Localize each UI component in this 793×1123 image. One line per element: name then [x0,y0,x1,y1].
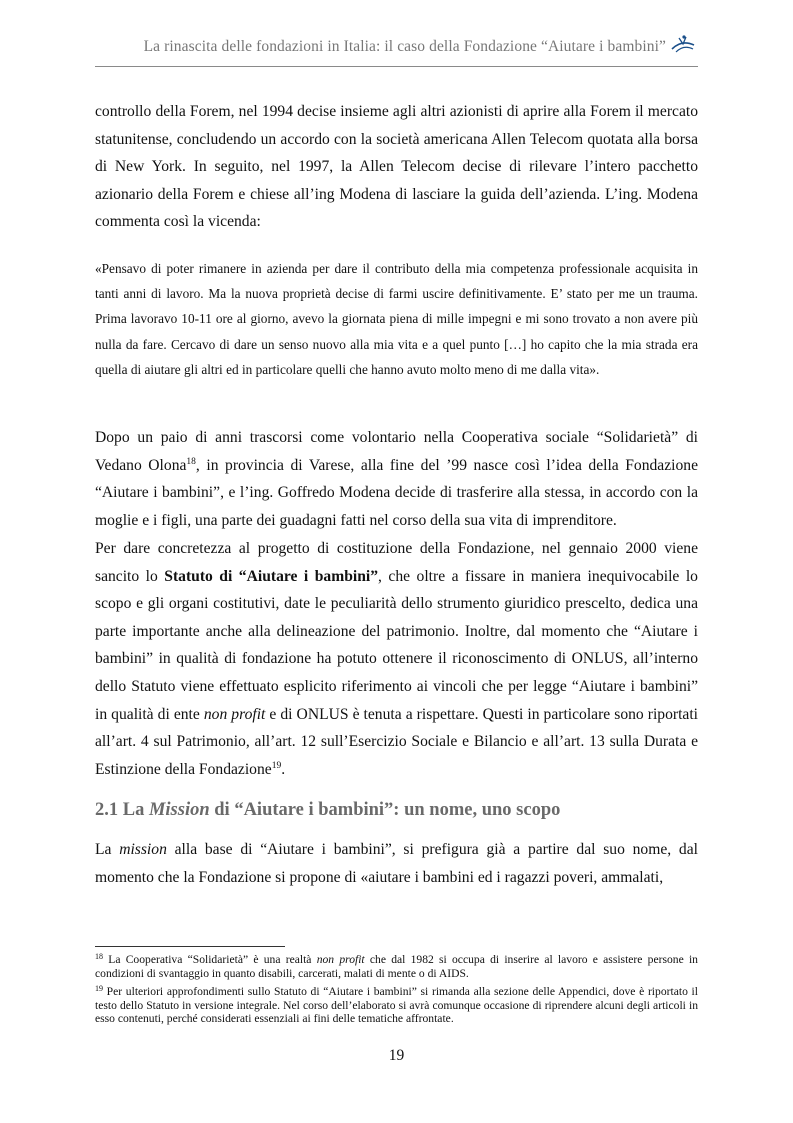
footnote-18 [95,953,698,980]
body-paragraph [95,424,698,534]
italic-text: non profit [203,705,266,723]
text-run: , in provincia di Varese, alla fine del ’99 nasce così l’idea della Fondazione “Aiutare i bambini”, e l’ing. Goffredo Modena decide di trasferire alla stessa, in accordo con la moglie e i figli, una parte dei guadagni fatti nel corso della sua vita di imprenditore. [95,456,698,529]
text-run: che dal 1982 si occupa di inserire al lavoro e assistere persone in condizioni di svantaggio in quanto disabili, carcerati, malati di mente o di AIDS. [95,953,698,980]
text-run: . [281,760,286,778]
footnote-ref[interactable]: 18 [186,456,196,467]
text-run: alla base di “Aiutare i bambini”, si prefigura già a partire dal suo nome, dal momento che la Fondazione si propone di «aiutare i bambini ed i ragazzi poveri, ammalati, [95,841,698,886]
italic-text: mission [119,841,167,858]
page-header [95,30,698,67]
body-paragraph [95,535,698,783]
footnote-number: 19 [95,984,103,993]
heading-italic: Mission [148,800,210,820]
swoosh-logo-icon [670,34,696,56]
heading-number: 2.1 La [95,800,149,820]
block-quote: «Pensavo di poter rimanere in azienda per dare il contributo della mia competenza professionale acquisita in tanti anni di lavoro. Ma la nuova proprietà decise di farmi uscire definitivamente. E’ stato per me un trauma. Prima lavoravo 10-11 ore al giorno, avevo la giornata piena di mille impegni e mi sono trovato a non avere più nulla da fare. Cercavo di dare un senso nuovo alla mia vita e a quel punto […] ho capito che la mia strada era quella di aiutare gli altri ed in particolare quelli che hanno avuto molto meno di me dalla vita». [95,261,698,377]
text-run: , che oltre a fissare in maniera inequivocabile lo scopo e gli organi costitutivi, date le peculiarità dello strumento giuridico prescelto, dedica una parte importante anche alla delineazione del patrimonio. Inoltre, dal momento che “Aiutare i bambini” in qualità di fondazione ha potuto ottenere il riconoscimento di ONLUS, all’interno dello Statuto viene effettuato esplicito riferimento ai vincoli che per legge “Aiutare i bambini” in qualità di ente [95,567,698,723]
page-number: 19 [388,1047,405,1064]
footnote-number: 18 [95,952,103,961]
footnote-ref[interactable]: 19 [271,760,282,771]
body-paragraph: controllo della Forem, nel 1994 decise insieme agli altri azionisti di aprire alla Forem il mercato statunitense, concludendo un accordo con la società americana Allen Telecom quotata alla borsa di New York. In seguito, nel 1997, la Allen Telecom decise di rilevare l’intero pacchetto azionario della Forem e chiese all’ing Modena di lasciare la guida dell’azienda. L’ing. Modena commenta così la vicenda: [95,103,698,231]
text-run: e di ONLUS è tenuta a rispettare. Questi in particolare sono riportati all’art. 4 sul Patrimonio, all’art. 12 sull’Esercizio Sociale e Bilancio e all’art. 13 sulla Durata e Estinzione della Fondazione [95,705,698,778]
text-run: La [95,841,120,858]
section-heading [95,800,560,821]
text-run: Per ulteriori approfondimenti sullo Statuto di “Aiutare i bambini” si rimanda alla sezione delle Appendici, dove è riportato il testo dello Statuto in versione integrale. Nel corso dell’elaborato si avrà comunque occasione di riprendere alcuni degli articoli in esso contenuti, perché considerati essenziali ai fini delle tematiche affrontate. [95,985,698,1026]
bold-text: Statuto di “Aiutare i bambini” [164,567,379,585]
footnote-divider [95,946,285,947]
italic-text: non profit [316,953,365,966]
body-paragraph [95,836,698,891]
text-run: Per dare concretezza al progetto di costituzione della Fondazione, nel gennaio 2000 viene sancito lo [95,540,698,585]
header-title: La rinascita delle fondazioni in Italia: il caso della Fondazione “Aiutare i bambini” [143,38,666,55]
heading-rest: di “Aiutare i bambini”: un nome, uno scopo [209,800,561,820]
text-run: Dopo un paio di anni trascorsi come volontario nella Cooperativa sociale “Solidarietà” di Vedano Olona [95,429,698,474]
text-run: La Cooperativa “Solidarietà” è una realtà [103,953,317,966]
footnote-19 [95,985,698,1026]
